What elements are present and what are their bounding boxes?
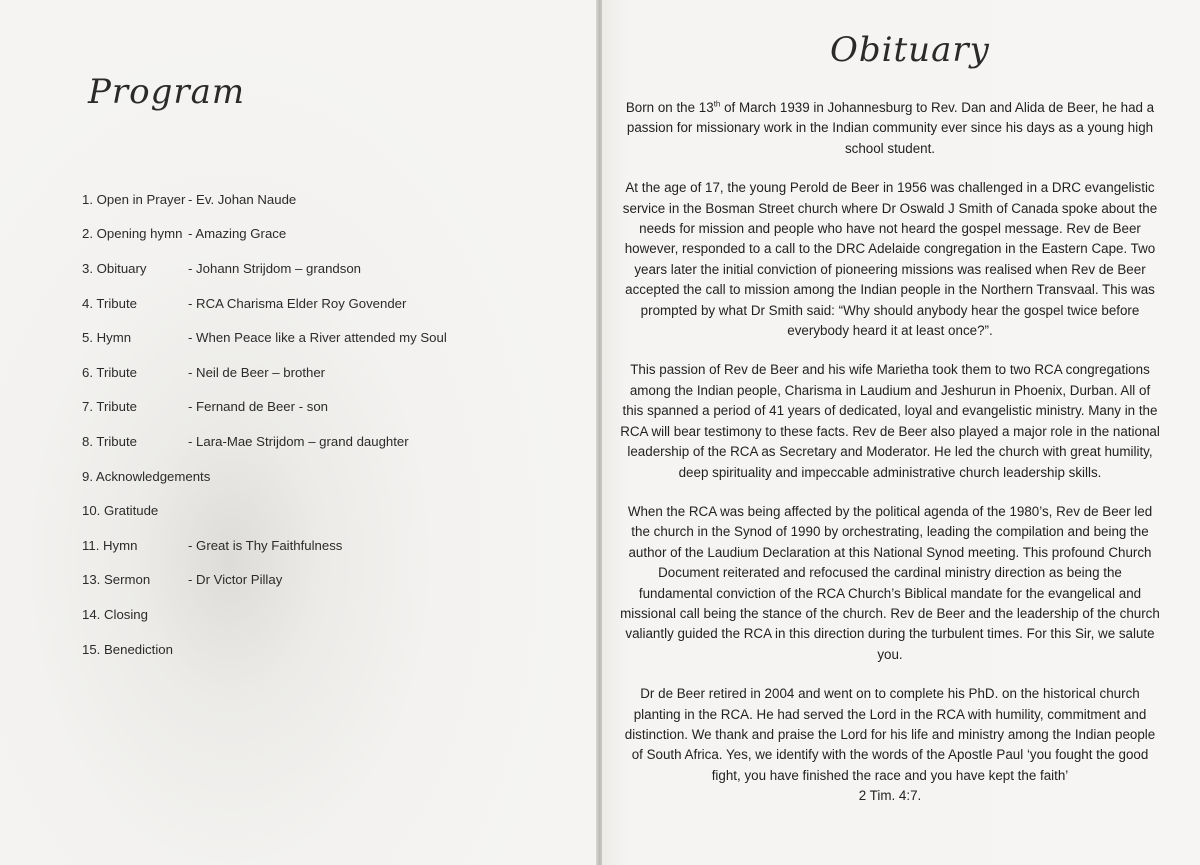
program-item-detail: - Johann Strijdom – grandson — [188, 260, 362, 276]
program-item — [82, 390, 562, 425]
obituary-body — [620, 98, 1160, 826]
program-item — [82, 563, 562, 598]
obituary-title: Obituary — [830, 30, 990, 70]
program-item-label: 6. Tribute — [82, 364, 137, 380]
obituary-p1-start: Born on the 13 — [625, 100, 714, 115]
program-item-label: 2. Opening hymn — [82, 226, 183, 242]
program-item — [82, 597, 562, 632]
obituary-paragraph-2: At the age of 17, the young Perold de Beer in 1956 was challenged in a DRC evangelistic service in the Bosman Street church where Dr Oswald J Smith of Canada spoke about the needs for mission and people who have not heard the gospel message. Rev de Beer however, responded to a call to the DRC Adelaide congregation in the Eastern Cape. Two years later the initial conviction of pioneering missions was realised when Rev de Beer accepted the call to mission among the Indian people in the Northern Transvaal. This was prompted by what Dr Smith said: “Why should anybody hear the gospel twice before everybody heard it at least once?”. — [622, 180, 1158, 339]
program-item-detail: - Fernand de Beer - son — [188, 399, 329, 415]
program-item-label: 3. Obituary — [82, 260, 147, 276]
scripture-reference: 2 Tim. 4:7. — [858, 788, 922, 804]
program-item-detail: - Amazing Grace — [188, 226, 287, 242]
program-item — [82, 493, 562, 528]
program-item-label: 7. Tribute — [82, 399, 137, 415]
program-item-detail: - When Peace like a River attended my Soul — [188, 330, 447, 346]
program-item — [82, 286, 562, 321]
program-item — [82, 528, 562, 563]
program-item-detail: - Neil de Beer – brother — [188, 364, 326, 380]
program-item-label: 13. Sermon — [82, 572, 151, 588]
program-list — [82, 182, 562, 666]
program-item — [82, 320, 562, 355]
program-item-detail: - Dr Victor Pillay — [188, 572, 283, 588]
program-item-label: 8. Tribute — [82, 433, 137, 449]
obituary-page — [602, 0, 1200, 865]
ordinal-suffix: th — [713, 99, 721, 109]
program-item-label: 4. Tribute — [82, 295, 137, 311]
program-page — [0, 0, 598, 865]
program-item — [82, 182, 562, 217]
program-item-label: 14. Closing — [82, 606, 148, 622]
program-item — [82, 632, 562, 667]
program-item-detail: - Great is Thy Faithfulness — [188, 537, 343, 553]
obituary-paragraph-1 — [620, 98, 1160, 159]
program-item-detail: - RCA Charisma Elder Roy Govender — [188, 295, 407, 311]
program-item-label: 1. Open in Prayer — [82, 191, 186, 207]
program-item-label: 11. Hymn — [82, 537, 138, 553]
program-item-label: 15. Benediction — [82, 641, 173, 657]
program-item — [82, 251, 562, 286]
program-item-label: 10. Gratitude — [82, 503, 159, 519]
program-title: Program — [88, 72, 246, 112]
program-item — [82, 355, 562, 390]
program-item — [82, 424, 562, 459]
obituary-paragraph-3: This passion of Rev de Beer and his wife Marietha took them to two RCA congregations among the Indian people, Charisma in Laudium and Jeshurun in Phoenix, Durban. All of this spanned a period of 41 years of dedicated, loyal and evangelistic ministry. Many in the RCA will bear testimony to these facts. Rev de Beer also played a major role in the national leadership of the RCA as Secretary and Moderator. He led the church with great humility, deep spirituality and impeccable administrative church leadership skills. — [620, 362, 1160, 480]
program-item — [82, 217, 562, 252]
program-item-label: 9. Acknowledgements — [82, 468, 211, 484]
program-item-detail: - Ev. Johan Naude — [188, 191, 297, 207]
program-item-detail: - Lara-Mae Strijdom – grand daughter — [188, 433, 409, 449]
program-item — [82, 459, 562, 494]
obituary-p1-end: of March 1939 in Johannesburg to Rev. Dan and Alida de Beer, he had a passion for missionary work in the Indian community ever since his days as a young high school student. — [626, 100, 1155, 156]
obituary-paragraph-4: When the RCA was being affected by the political agenda of the 1980’s, Rev de Beer led the church in the Synod of 1990 by orchestrating, leading the compilation and being the author of the Laudium Declaration at this National Synod meeting. This profound Church Document reiterated and refocused the cardinal ministry direction as being the fundamental conviction of the RCA Church’s Biblical mandate for the evangelical and missional call being the stance of the church. Rev de Beer and the leadership of the church valiantly guided the RCA in this direction during the turbulent times. For this Sir, we salute you. — [620, 503, 1160, 662]
program-item-label: 5. Hymn — [82, 330, 132, 346]
obituary-paragraph-5: Dr de Beer retired in 2004 and went on to complete his PhD. on the historical church planting in the RCA. He had served the Lord in the RCA with humility, commitment and distinction. We thank and praise the Lord for his life and ministry among the Indian people of South Africa. Yes, we identify with the words of the Apostle Paul ‘you fought the good fight, you have finished the race and you have kept the faith’ — [624, 686, 1156, 783]
